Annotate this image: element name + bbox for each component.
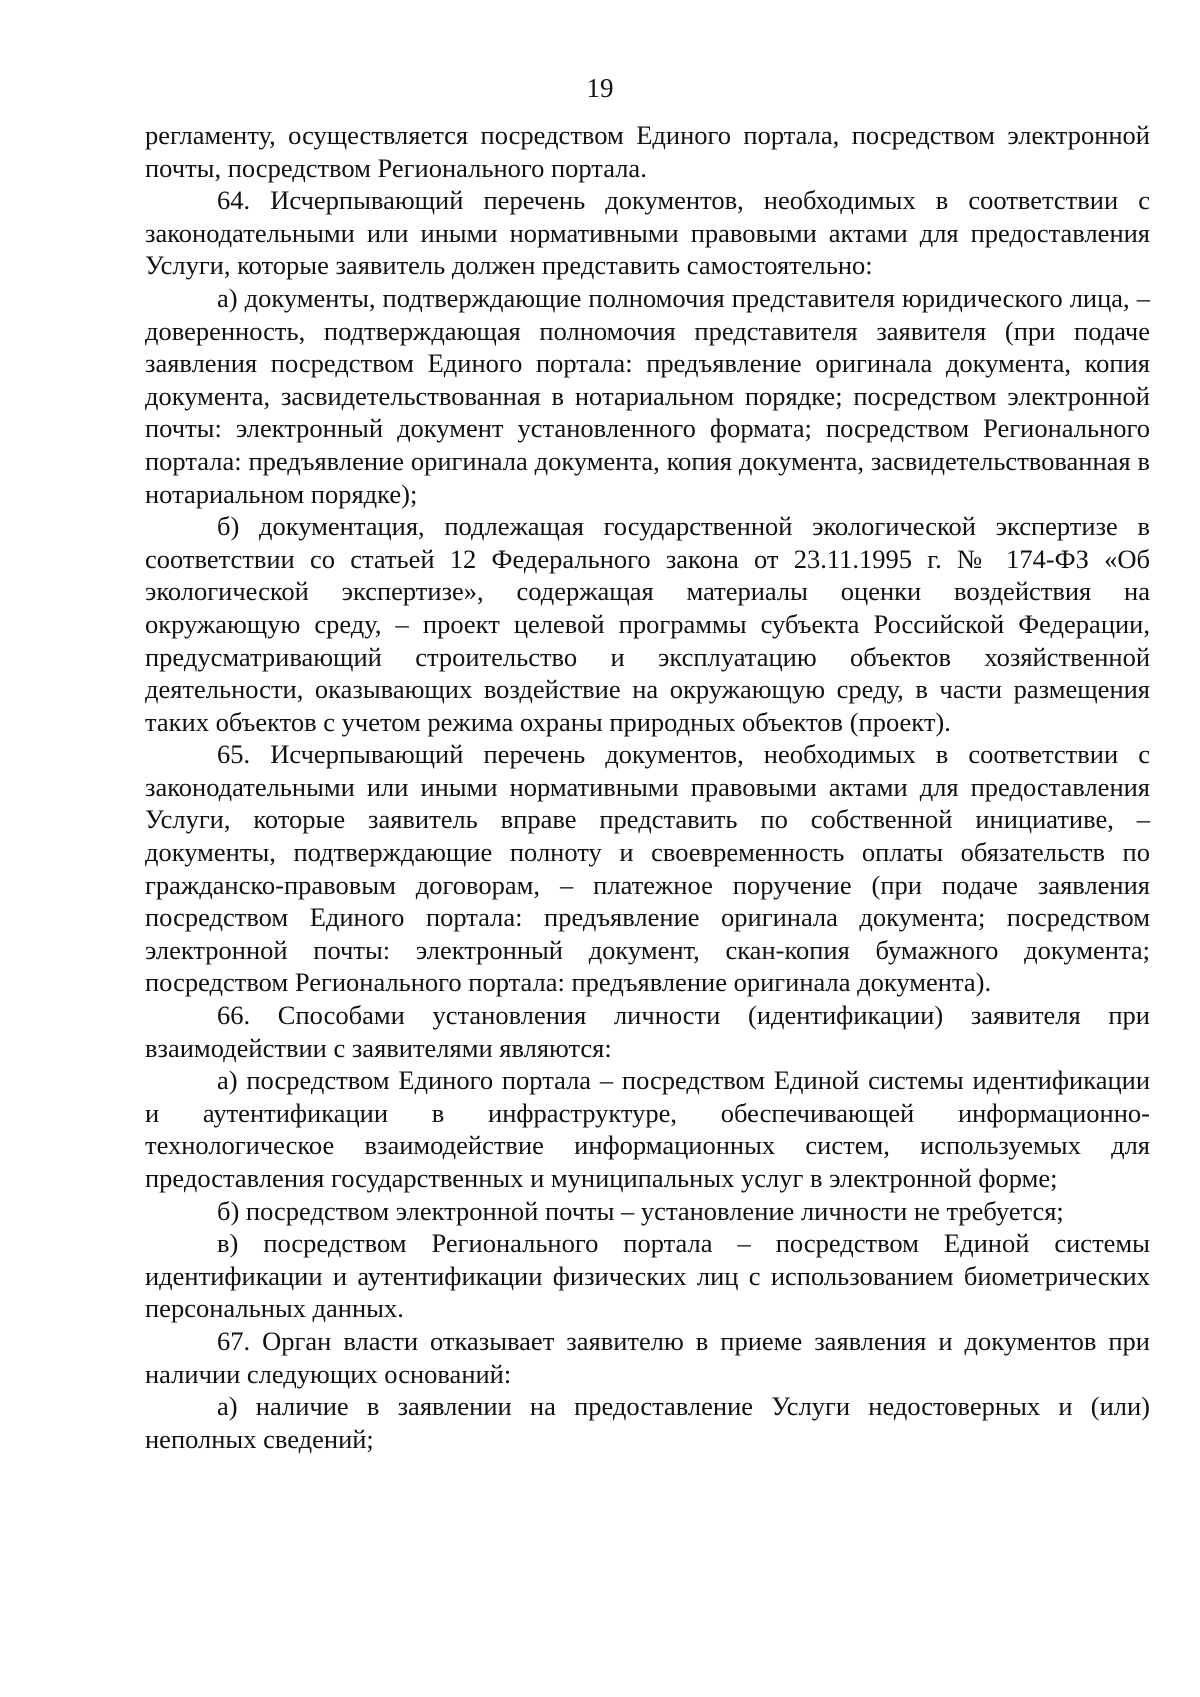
paragraph-65: 65. Исчерпывающий перечень документов, необходимых в соответствии с законодательными или иными нормативными правовыми актами для предоставления Услуги, которые заявитель вправе представить по собственной инициативе, – документы, подтверждающие полноту и своевременность оплаты обязательств по гражданско-правовым договорам, – платежное поручение (при подаче заявления посредством Единого портала: предъявление оригинала документа; посредством электронной почты: электронный документ, скан-копия бумажного документа; посредством Регионального портала: предъявление оригинала документа). <box>145 739 1150 998</box>
page-number: 19 <box>586 73 614 103</box>
paragraph-66-b: б) посредством электронной почты – установление личности не требуется; <box>217 1195 1064 1226</box>
paragraph-64-b: б) документация, подлежащая государственной экологической экспертизе в соответствии со статьей 12 Федерального закона от 23.11.1995 г. № 174-ФЗ «Об экологической экспертизе», содержащая материалы оценки воздействия на окружающую среду, – проект целевой программы субъекта Российской Федерации, предусматривающий строительство и эксплуатацию объектов хозяйственной деятельности, оказывающих воздействие на окружающую среду, в части размещения таких объектов с учетом режима охраны природных объектов (проект). <box>145 511 1150 737</box>
paragraph-67: 67. Орган власти отказывает заявителю в приеме заявления и документов при наличии следующих оснований: <box>145 1325 1150 1389</box>
paragraph-66: 66. Способами установления личности (идентификации) заявителя при взаимодействии с заявителями являются: <box>145 1000 1150 1063</box>
paragraph-66-v: в) посредством Регионального портала – посредством Единой системы идентификации и аутентификации физических лиц с использованием биометрических персональных данных. <box>145 1228 1150 1324</box>
paragraph-64: 64. Исчерпывающий перечень документов, необходимых в соответствии с законодательными или иными нормативными правовыми актами для предоставления Услуги, которые заявитель должен представить самостоятельно: <box>145 185 1150 281</box>
paragraph-64-a: а) документы, подтверждающие полномочия представителя юридического лица, – доверенность, подтверждающая полномочия представителя заявителя (при подаче заявления посредством Единого портала: предъявление оригинала документа, копия документа, засвидетельствованная в нотариальном порядке; посредством электронной почты: электронный документ установленного формата; посредством Регионального портала: предъявление оригинала документа, копия документа, засвидетельствованная в нотариальном порядке); <box>145 282 1150 509</box>
document-body <box>145 119 1150 1455</box>
paragraph-continuation: регламенту, осуществляется посредством Единого портала, посредством электронной почты, посредством Регионального портала. <box>145 120 1150 183</box>
paragraph-67-a: а) наличие в заявлении на предоставление Услуги недостоверных и (или) неполных сведений; <box>145 1391 1150 1454</box>
paragraph-66-a: а) посредством Единого портала – посредством Единой системы идентификации и аутентификации в инфраструктуре, обеспечивающей информационно-технологическое взаимодействие информационных систем, используемых для предоставления государственных и муниципальных услуг в электронной форме; <box>145 1065 1150 1193</box>
